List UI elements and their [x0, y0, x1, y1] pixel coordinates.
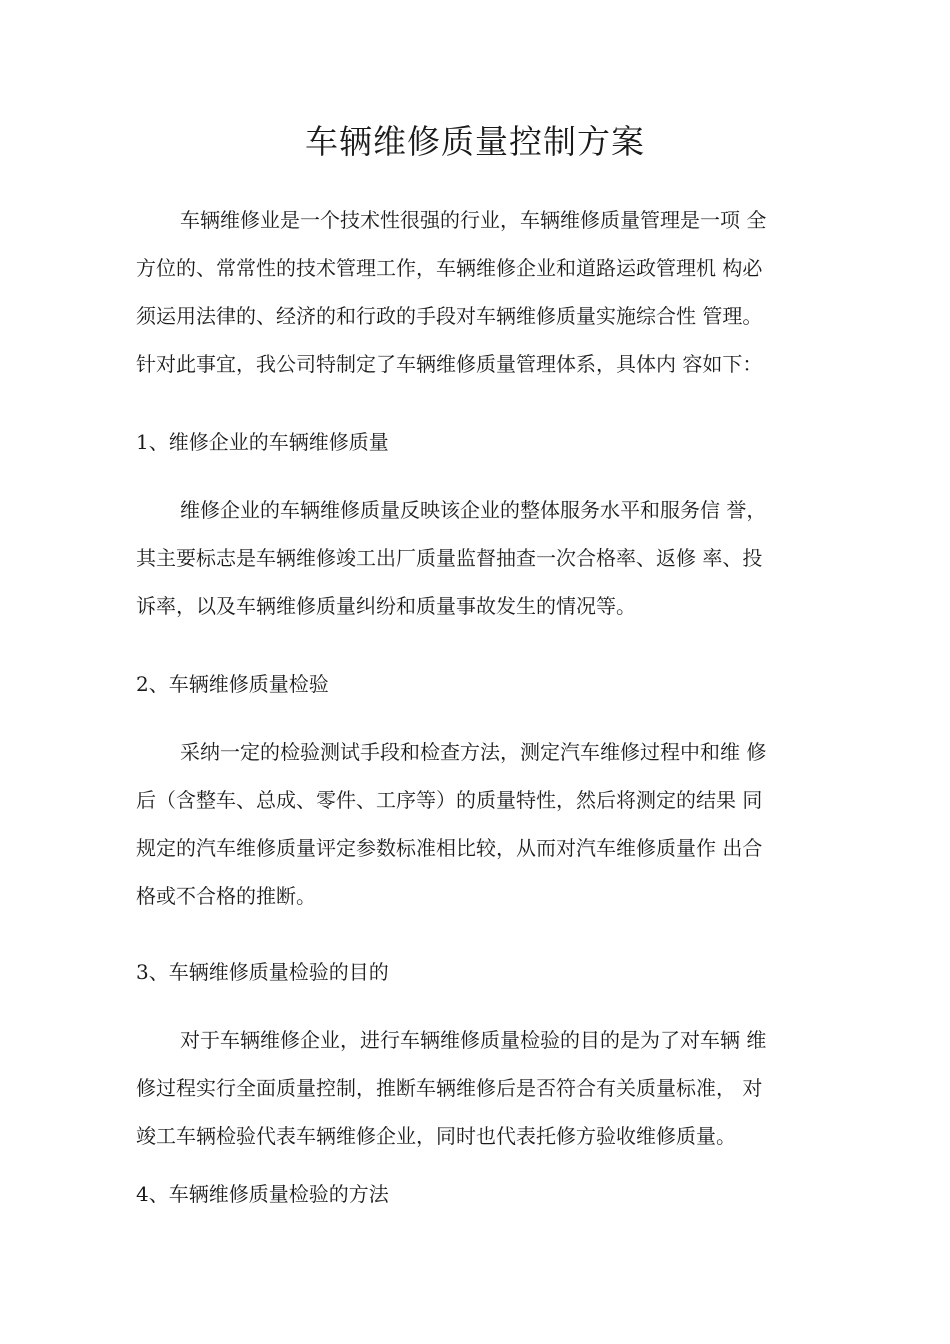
section-heading: 2、车辆维修质量检验 [136, 672, 329, 696]
paragraph-line: 修过程实行全面质量控制，推断车辆维修后是否符合有关质量标准， 对 [136, 1076, 763, 1100]
paragraph-line: 须运用法律的、经济的和行政的手段对车辆维修质量实施综合性 管理。 [136, 304, 763, 328]
paragraph-line: 诉率，以及车辆维修质量纠纷和质量事故发生的情况等。 [136, 594, 636, 618]
paragraph-line: 格或不合格的推断。 [136, 884, 316, 908]
section-heading: 4、车辆维修质量检验的方法 [136, 1182, 389, 1206]
section-heading: 3、车辆维修质量检验的目的 [136, 960, 389, 984]
paragraph-line: 采纳一定的检验测试手段和检查方法，测定汽车维修过程中和维 修 [180, 740, 767, 764]
section-paragraph [136, 728, 826, 920]
paragraph-line: 后（含整车、总成、零件、工序等）的质量特性，然后将测定的结果 同 [136, 788, 763, 812]
section-paragraph [136, 1016, 826, 1160]
paragraph-line: 方位的、常常性的技术管理工作，车辆维修企业和道路运政管理机 构必 [136, 256, 763, 280]
paragraph-line: 对于车辆维修企业，进行车辆维修质量检验的目的是为了对车辆 维 [180, 1028, 767, 1052]
intro-paragraph [136, 196, 826, 388]
paragraph-line: 竣工车辆检验代表车辆维修企业，同时也代表托修方验收维修质量。 [136, 1124, 736, 1148]
section-heading: 1、维修企业的车辆维修质量 [136, 430, 389, 454]
paragraph-line: 规定的汽车维修质量评定参数标准相比较，从而对汽车维修质量作 出合 [136, 836, 763, 860]
paragraph-line: 维修企业的车辆维修质量反映该企业的整体服务水平和服务信 誉， [180, 498, 767, 522]
document-title: 车辆维修质量控制方案 [305, 122, 645, 161]
paragraph-line: 其主要标志是车辆维修竣工出厂质量监督抽查一次合格率、返修 率、投 [136, 546, 763, 570]
section-paragraph [136, 486, 826, 630]
paragraph-line: 针对此事宜，我公司特制定了车辆维修质量管理体系，具体内 容如下： [136, 352, 763, 376]
paragraph-line: 车辆维修业是一个技术性很强的行业，车辆维修质量管理是一项 全 [180, 208, 767, 232]
